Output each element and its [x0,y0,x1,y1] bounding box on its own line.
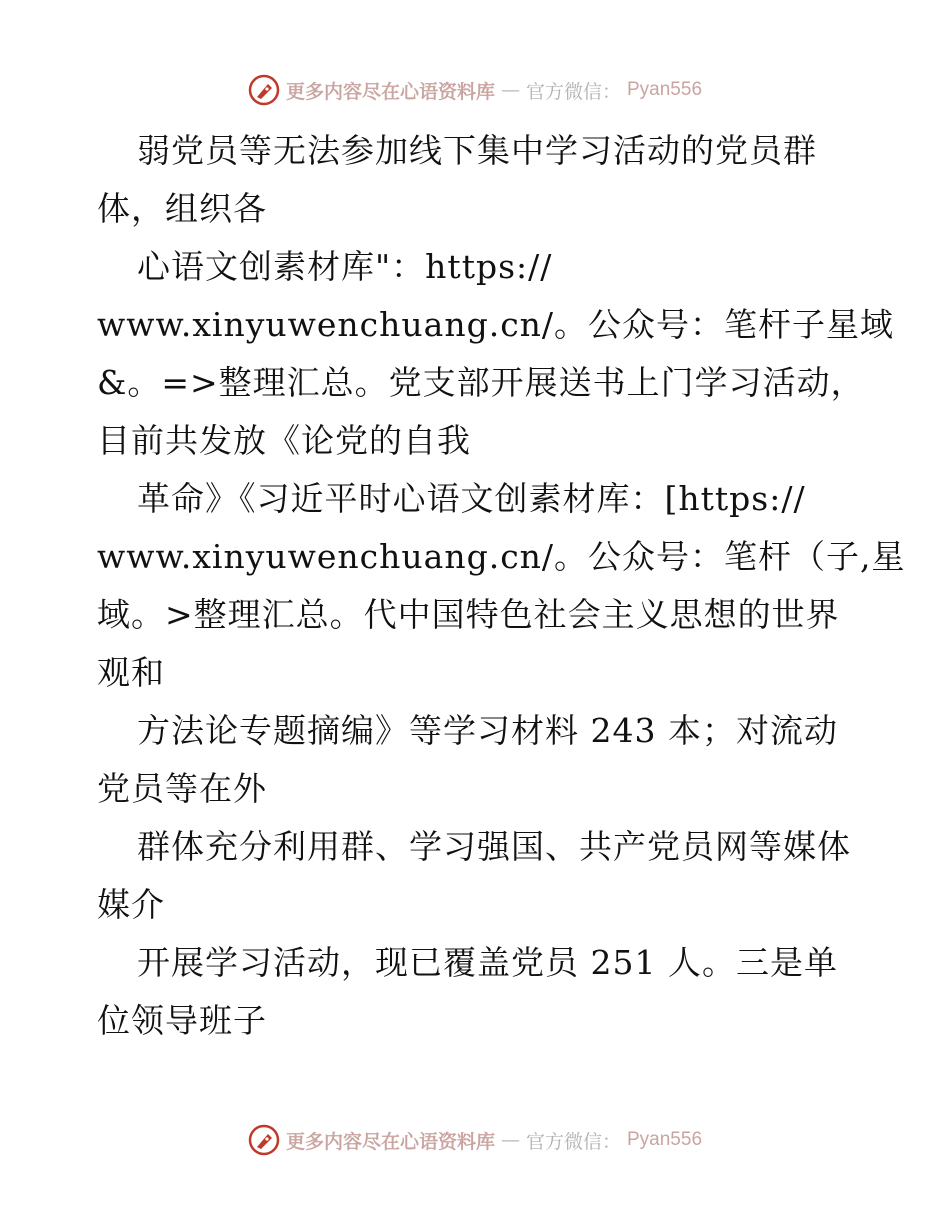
text-line: 观和 [97,653,165,692]
banner-brand-text: 更多内容尽在心语资料库 [285,80,495,103]
text-line: 群体充分利用群、学习强国、共产党员网等媒体 [137,827,851,866]
text-line: 位领导班子 [97,1001,267,1040]
text-line: 弱党员等无法参加线下集中学习活动的党员群 [137,131,817,170]
banner-brand-text: 更多内容尽在心语资料库 [285,1130,495,1153]
banner-wechat-id: Pyan556 [627,1129,703,1150]
banner-wechat-label: 官方微信： [525,1130,621,1153]
text-line: 域。>整理汇总。代中国特色社会主义思想的世界 [97,595,840,634]
banner-wechat-label: 官方微信： [525,80,621,103]
text-line: 方法论专题摘编》等学习材料 243 本；对流动 [137,711,838,750]
text-line: 体，组织各 [97,189,267,228]
footer-banner [0,1120,950,1160]
text-line: &。=>整理汇总。党支部开展送书上门学习活动， [97,363,865,402]
header-banner [0,70,950,110]
text-line: 目前共发放《论党的自我 [97,421,471,460]
text-line: 开展学习活动，现已覆盖党员 251 人。三是单 [137,943,838,982]
text-line: www.xinyuwenchuang.cn/。公众号：笔杆子星域 [97,305,895,344]
pen-nib-logo-icon [248,74,280,106]
text-line: 党员等在外 [97,769,267,808]
banner-separator: — [500,1129,520,1151]
pen-nib-logo-icon [248,1124,280,1156]
banner-wechat-id: Pyan556 [627,79,703,100]
text-line: 心语文创素材库"：https:// [137,247,553,286]
text-line: www.xinyuwenchuang.cn/。公众号：笔杆（子,星 [97,537,906,576]
banner-separator: — [500,79,520,101]
text-line: 媒介 [97,885,165,924]
text-line: 革命》《习近平时心语文创素材库：[https:// [137,479,806,518]
